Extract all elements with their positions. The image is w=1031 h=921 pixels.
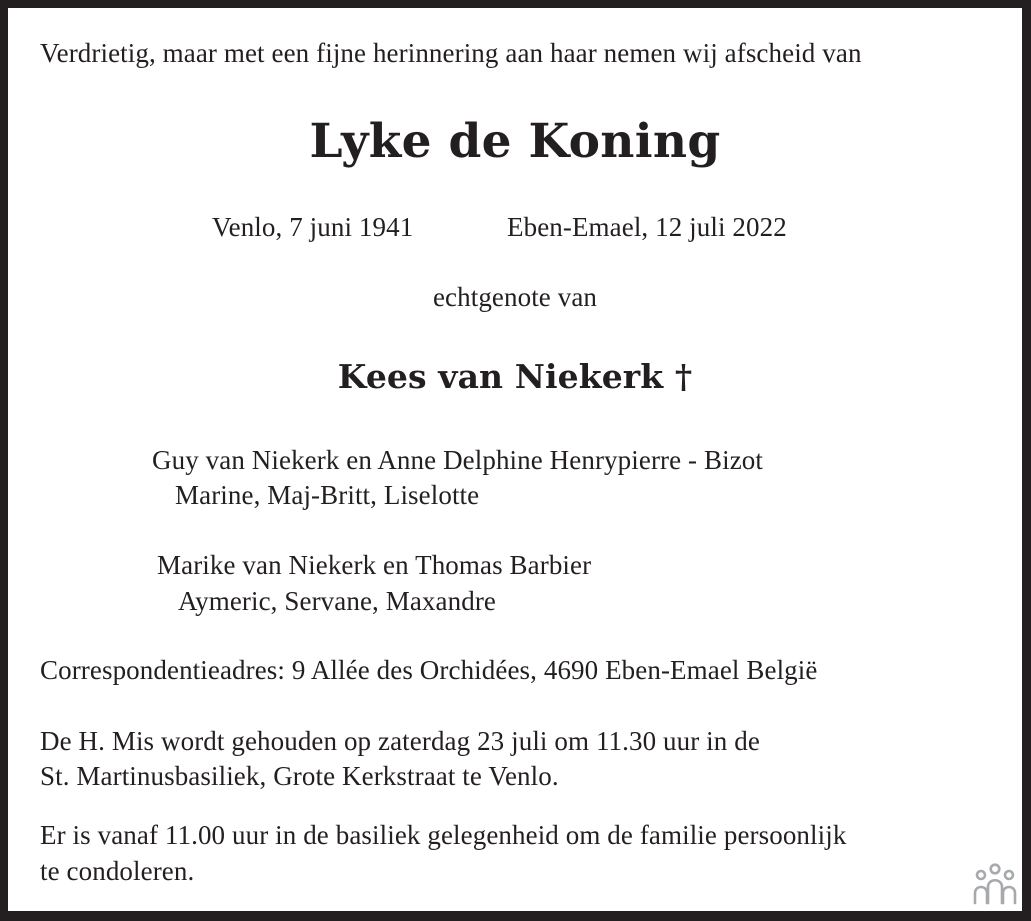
deceased-name: Lyke de Koning [309, 114, 721, 169]
obituary-card [8, 8, 1022, 911]
intro-text: Verdrietig, maar met een fijne herinnering aan haar nemen wij afscheid van [40, 38, 862, 68]
condolence-line-1: Er is vanaf 11.00 uur in de basiliek gelegenheid om de familie persoonlijk [40, 820, 847, 850]
people-group-icon [972, 863, 1018, 905]
spouse-name: Kees van Niekerk † [337, 357, 693, 396]
birth-info: Venlo, 7 juni 1941 [212, 212, 414, 242]
condolence-line-2: te condoleren. [40, 856, 195, 886]
family-1-parents: Guy van Niekerk en Anne Delphine Henrypierre - Bizot [152, 445, 763, 475]
mass-line-2: St. Martinusbasiliek, Grote Kerkstraat te Venlo. [40, 761, 559, 791]
family-2-parents: Marike van Niekerk en Thomas Barbier [157, 550, 592, 580]
family-1-children: Marine, Maj-Britt, Liselotte [175, 480, 480, 510]
correspondence-address: Correspondentieadres: 9 Allée des Orchidées, 4690 Eben-Emael België [40, 655, 818, 685]
relation-label: echtgenote van [432, 282, 598, 312]
mass-line-1: De H. Mis wordt gehouden op zaterdag 23 juli om 11.30 uur in de [40, 726, 760, 756]
death-info: Eben-Emael, 12 juli 2022 [507, 212, 787, 242]
family-2-children: Aymeric, Servane, Maxandre [178, 586, 496, 616]
